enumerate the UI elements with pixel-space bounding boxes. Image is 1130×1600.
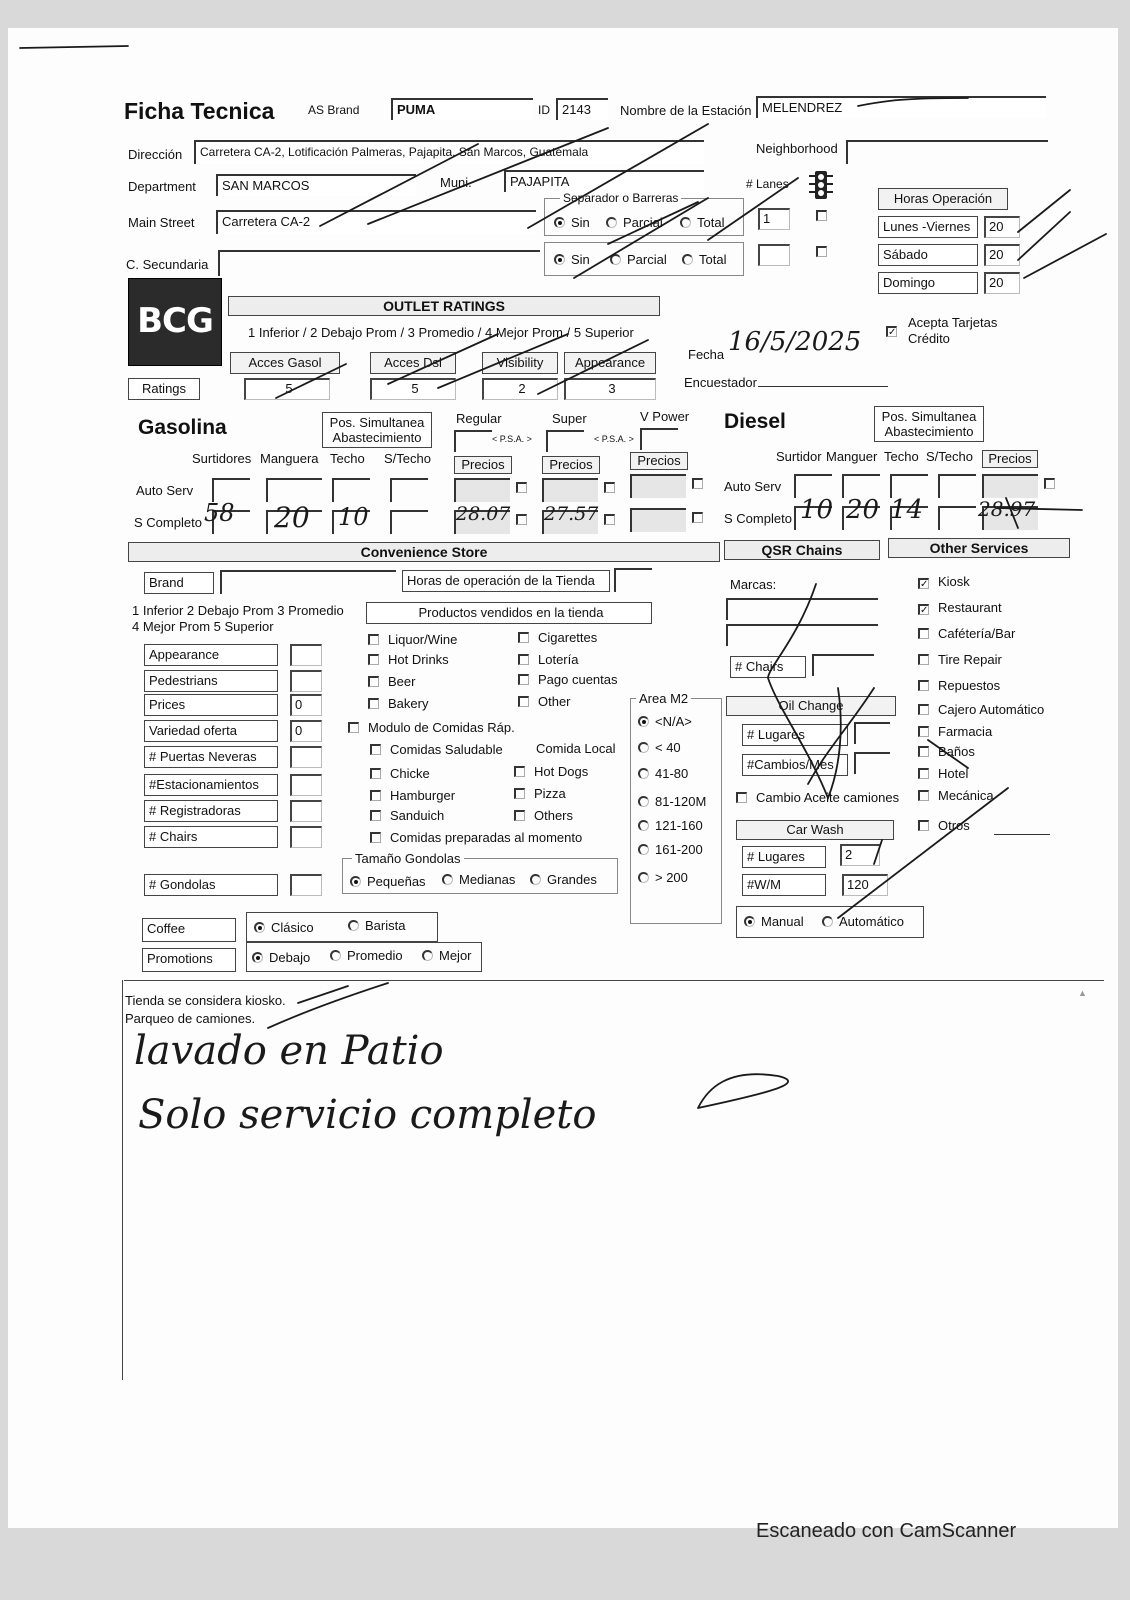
cs-metric-label: Variedad oferta — [144, 720, 278, 742]
gas-sc-vpower[interactable] — [630, 508, 686, 532]
appearance-field[interactable]: 3 — [564, 378, 656, 400]
dsl-pos-simultanea: Pos. Simultanea Abastecimiento — [874, 406, 984, 442]
qsr-chains-header: QSR Chains — [724, 540, 880, 560]
prod-cigarettes-checkbox[interactable]: Cigarettes — [518, 630, 597, 646]
main-sin-radio[interactable]: Sin — [554, 215, 590, 231]
food-chicke-checkbox[interactable]: Chicke — [370, 766, 430, 782]
modulo-comidas-checkbox[interactable]: Modulo de Comidas Ráp. — [348, 720, 515, 736]
visibility-field[interactable]: 2 — [482, 378, 558, 400]
main-total-radio[interactable]: Total — [680, 215, 724, 231]
gas-sc-regular-checkbox[interactable] — [516, 512, 536, 528]
gondolas-medianas-radio[interactable]: Medianas — [442, 872, 515, 888]
cs-brand-label: Brand — [144, 572, 214, 594]
gas-stecho-label: S/Techo — [384, 451, 431, 466]
dsl-sc-stecho[interactable] — [938, 506, 976, 530]
gas-as-manguera[interactable] — [266, 478, 322, 502]
notes-left-border — [122, 980, 123, 1380]
cs-metric-label: Appearance — [144, 644, 278, 666]
comidas-preparadas-checkbox[interactable]: Comidas preparadas al momento — [370, 830, 582, 846]
gas-sc-regular-value: 28.07 — [456, 503, 511, 525]
bcg-logo: BCG — [128, 278, 222, 366]
horas-operacion-header: Horas Operación — [878, 188, 1008, 210]
cs-metric-field[interactable] — [290, 670, 322, 692]
cs-metric-field[interactable] — [290, 826, 322, 848]
area-option-radio[interactable]: < 40 — [638, 740, 681, 756]
cs-metric-label: #Estacionamientos — [144, 774, 278, 796]
station-label: Nombre de la Estación — [620, 103, 752, 118]
cs-metric-label: # Puertas Neveras — [144, 746, 278, 768]
prod-pago-cuentas-checkbox[interactable]: Pago cuentas — [518, 672, 618, 688]
other-services-header: Other Services — [888, 538, 1070, 558]
dsl-sc-manguer-value: 20 — [846, 495, 880, 525]
other-service-checkbox[interactable]: ✓ Restaurant — [920, 600, 1002, 616]
cs-metric-field[interactable] — [290, 746, 322, 768]
oil-cambios-field[interactable] — [854, 752, 890, 774]
sec-total-radio[interactable]: Total — [682, 252, 726, 268]
oil-lugares-label: # Lugares — [742, 724, 848, 746]
gas-precios-regular-header: Precios — [454, 456, 512, 474]
productos-header: Productos vendidos en la tienda — [366, 602, 652, 624]
id-label: ID — [538, 103, 550, 117]
otros-line[interactable] — [994, 834, 1050, 835]
scroll-up-icon[interactable]: ▲ — [1078, 988, 1087, 998]
qsr-marcas-label: Marcas: — [730, 577, 777, 592]
prod-hot-drinks-checkbox[interactable]: Hot Drinks — [368, 652, 449, 668]
dsl-precios-header: Precios — [982, 450, 1038, 468]
hours-field-dom[interactable]: 20 — [984, 272, 1020, 294]
other-service-checkbox[interactable]: Mecánica — [918, 788, 994, 804]
outlet-ratings-header: OUTLET RATINGS — [228, 296, 660, 316]
muni-field[interactable]: PAJAPITA — [504, 170, 704, 192]
gondolas-pequenas-radio[interactable]: Pequeñas — [350, 874, 426, 890]
cs-metric-label: # Registradoras — [144, 800, 278, 822]
gas-sc-stecho[interactable] — [390, 510, 428, 534]
oil-cambios-label: #Cambios/Mes — [742, 754, 848, 776]
acces-dsl-field[interactable]: 5 — [370, 378, 456, 400]
acces-gasol-header: Acces Gasol — [230, 352, 340, 374]
gondolas-grandes-radio[interactable]: Grandes — [530, 872, 597, 888]
dsl-sc-precio-value: 28.97 — [978, 497, 1036, 521]
fecha-label: Fecha — [688, 347, 725, 362]
dsl-stecho-label: S/Techo — [926, 449, 973, 464]
wm-label: #W/M — [742, 874, 826, 896]
gas-precios-vpower-header: Precios — [630, 452, 688, 470]
main-street-label: Main Street — [128, 215, 195, 230]
area-title: Area M2 — [636, 692, 691, 707]
area-option-radio[interactable]: <N/A> — [638, 714, 692, 730]
cs-metric-label: # Chairs — [144, 826, 278, 848]
id-field[interactable]: 2143 — [556, 98, 608, 120]
cw-lugares-field[interactable]: 2 — [840, 844, 880, 866]
food-hot-dogs-checkbox[interactable]: Hot Dogs — [514, 764, 588, 780]
main-lanes-field[interactable]: 1 — [758, 208, 790, 230]
area-option-radio[interactable]: > 200 — [638, 870, 688, 886]
gas-as-techo[interactable] — [332, 478, 370, 502]
cs-metric-label: # Gondolas — [144, 874, 278, 896]
cs-brand-field[interactable] — [220, 570, 396, 594]
gas-as-super-checkbox[interactable] — [604, 480, 624, 496]
department-field[interactable]: SAN MARCOS — [216, 174, 416, 196]
dsl-sc-techo-value: 14 — [890, 495, 924, 525]
cs-metric-field[interactable]: 0 — [290, 694, 322, 716]
area-option-radio[interactable]: 121-160 — [638, 818, 703, 834]
cw-manual-radio[interactable]: Manual — [744, 914, 804, 930]
gasolina-title: Gasolina — [138, 416, 227, 439]
notes-hand-1: lavado en Patio — [134, 1028, 444, 1074]
acepta-tarjetas-label-1: Acepta Tarjetas — [908, 315, 998, 330]
promotions-label: Promotions — [142, 948, 236, 972]
diesel-title: Diesel — [724, 410, 786, 433]
dsl-as-stecho[interactable] — [938, 474, 976, 498]
sec-lanes-field[interactable] — [758, 244, 790, 266]
coffee-label: Coffee — [142, 918, 236, 942]
hours-label-dom: Domingo — [878, 272, 978, 294]
ratings-label: Ratings — [128, 378, 200, 400]
gas-sc-manguera-value: 20 — [274, 501, 310, 534]
main-parcial-radio[interactable]: Parcial — [606, 215, 663, 231]
prod-other-checkbox[interactable]: Other — [518, 694, 571, 710]
separador-label: Separador o Barreras — [560, 192, 681, 206]
notes-divider — [124, 980, 1104, 981]
sec-lanes-checkbox[interactable] — [816, 244, 836, 260]
other-service-checkbox[interactable]: Hotel — [918, 766, 968, 782]
dsl-techo-label: Techo — [884, 449, 919, 464]
lanes-label: # Lanes — [746, 177, 789, 191]
cw-lugares-label: # Lugares — [742, 846, 826, 868]
visibility-header: Visibility — [482, 352, 558, 374]
gas-sc-super-checkbox[interactable] — [604, 512, 624, 528]
qsr-chairs-field[interactable] — [812, 654, 874, 676]
cs-metric-field[interactable] — [290, 874, 322, 896]
cs-metric-field[interactable]: 0 — [290, 720, 322, 742]
area-option-radio[interactable]: 81-120M — [638, 794, 706, 810]
coffee-barista-radio[interactable]: Barista — [348, 918, 405, 934]
gas-auto-serv-label: Auto Serv — [136, 483, 194, 498]
gas-manguera-label: Manguera — [260, 451, 319, 466]
direccion-label: Dirección — [128, 147, 183, 162]
gas-as-stecho[interactable] — [390, 478, 428, 502]
dsl-s-completo-label: S Completo — [724, 511, 792, 526]
convenience-store-header: Convenience Store — [128, 542, 720, 562]
notes-hand-2: Solo servicio completo — [138, 1092, 597, 1138]
hours-label-lv: Lunes -Viernes — [878, 216, 978, 238]
area-option-radio[interactable]: 41-80 — [638, 766, 688, 782]
cs-horas-label: Horas de operación de la Tienda — [402, 570, 610, 592]
form-title: Ficha Tecnica — [124, 98, 275, 124]
promo-debajo-radio[interactable]: Debajo — [252, 950, 310, 966]
c-secundaria-field[interactable] — [218, 250, 540, 276]
cs-metric-label: Prices — [144, 694, 278, 716]
sec-sin-radio[interactable]: Sin — [554, 252, 590, 268]
gas-surtidores-label: Surtidores — [192, 451, 252, 466]
gas-psa-vpower[interactable] — [640, 428, 678, 450]
neighborhood-field[interactable] — [846, 140, 1048, 164]
main-street-field[interactable]: Carretera CA-2 — [216, 210, 536, 234]
other-service-checkbox[interactable]: Tire Repair — [918, 652, 1002, 668]
cs-scale-2: 4 Mejor Prom 5 Superior — [132, 619, 274, 634]
fecha-value[interactable]: 16/5/2025 — [728, 327, 862, 357]
department-label: Department — [128, 179, 196, 194]
other-service-checkbox[interactable]: Baños — [918, 744, 975, 760]
cs-metric-field[interactable] — [290, 644, 322, 666]
coffee-clasico-radio[interactable]: Clásico — [254, 920, 314, 936]
other-service-checkbox[interactable]: Otros — [918, 818, 970, 834]
gas-psa-1: < P.S.A. > — [492, 434, 532, 444]
cw-automatico-radio[interactable]: Automático — [822, 914, 904, 930]
other-service-checkbox[interactable]: Cajero Automático — [918, 702, 1044, 718]
other-service-checkbox[interactable]: Repuestos — [918, 678, 1000, 694]
gas-psa-super[interactable] — [546, 430, 584, 452]
gas-psa-regular[interactable] — [454, 430, 492, 452]
gas-super-label: Super — [552, 411, 587, 426]
gas-sc-surtidores-value: 58 — [204, 499, 235, 527]
oil-change-header: Oil Change — [726, 696, 896, 716]
muni-label: Muni. — [440, 175, 472, 190]
station-field[interactable]: MELENDREZ — [756, 96, 1046, 118]
dsl-sc-surtidor-value: 10 — [800, 495, 834, 525]
gas-sc-super-value: 27.57 — [544, 503, 599, 525]
gas-s-completo-label: S Completo — [134, 515, 202, 530]
c-secundaria-label: C. Secundaria — [126, 257, 209, 272]
gas-as-vpower[interactable] — [630, 474, 686, 498]
acces-gasol-field[interactable]: 5 — [244, 378, 330, 400]
gas-techo-label: Techo — [330, 451, 365, 466]
car-wash-header: Car Wash — [736, 820, 894, 840]
gas-as-vpower-checkbox[interactable] — [692, 476, 712, 492]
qsr-marca-1[interactable] — [726, 598, 878, 620]
qsr-chairs-label: # Chairs — [730, 656, 806, 678]
cambio-aceite-checkbox[interactable]: Cambio Aceite camiones — [736, 790, 899, 806]
food-others-checkbox[interactable]: Others — [514, 808, 573, 824]
prod-bakery-checkbox[interactable]: Bakery — [368, 696, 428, 712]
gondolas-title: Tamaño Gondolas — [352, 852, 464, 867]
food-pizza-checkbox[interactable]: Pizza — [514, 786, 566, 802]
gas-sc-vpower-checkbox[interactable] — [692, 510, 712, 526]
promo-mejor-radio[interactable]: Mejor — [422, 948, 472, 964]
food-sanduich-checkbox[interactable]: Sanduich — [370, 808, 444, 824]
comidas-saludable-checkbox[interactable]: Comidas Saludable — [370, 742, 503, 758]
area-group — [630, 698, 722, 924]
food-hamburger-checkbox[interactable]: Hamburger — [370, 788, 455, 804]
encuestador-line[interactable] — [758, 386, 888, 387]
dsl-auto-serv-label: Auto Serv — [724, 479, 782, 494]
other-service-checkbox[interactable]: Farmacia — [918, 724, 992, 740]
area-option-radio[interactable]: 161-200 — [638, 842, 703, 858]
appearance-header: Appearance — [564, 352, 656, 374]
acces-dsl-header: Acces Dsl — [370, 352, 456, 374]
gas-pos-simultanea: Pos. Simultanea Abastecimiento — [322, 412, 432, 448]
hours-field-lv[interactable]: 20 — [984, 216, 1020, 238]
acepta-tarjetas-checkbox[interactable]: ✓ — [888, 327, 897, 338]
direccion-field[interactable]: Carretera CA-2, Lotificación Palmeras, Pajapita, San Marcos, Guatemala — [194, 140, 704, 164]
prod-liquor-checkbox[interactable]: Liquor/Wine — [368, 632, 457, 648]
outlet-scale: 1 Inferior / 2 Debajo Prom / 3 Promedio / 4 Mejor Prom / 5 Superior — [248, 325, 634, 340]
gas-vpower-label: V Power — [640, 409, 690, 424]
dsl-as-checkbox[interactable] — [1044, 476, 1064, 492]
prod-beer-checkbox[interactable]: Beer — [368, 674, 415, 690]
qsr-marca-2[interactable] — [726, 624, 878, 646]
gas-sc-techo-value: 10 — [338, 503, 369, 531]
prod-loteria-checkbox[interactable]: Lotería — [518, 652, 578, 668]
dsl-surtidor-label: Surtidor — [776, 449, 822, 464]
hours-label-sab: Sábado — [878, 244, 978, 266]
cs-metric-field[interactable] — [290, 800, 322, 822]
cs-scale-1: 1 Inferior 2 Debajo Prom 3 Promedio — [132, 603, 344, 618]
gas-psa-2: < P.S.A. > — [594, 434, 634, 444]
cs-metric-field[interactable] — [290, 774, 322, 796]
notes-typed-1: Tienda se considera kiosko. — [125, 993, 286, 1008]
dsl-as-precio[interactable] — [982, 474, 1038, 498]
gas-as-regular-checkbox[interactable] — [516, 480, 536, 496]
gas-as-super[interactable] — [542, 478, 598, 502]
notes-typed-2: Parqueo de camiones. — [125, 1011, 256, 1026]
camscanner-watermark: Escaneado con CamScanner — [756, 1520, 1017, 1542]
other-service-checkbox[interactable]: Cafétería/Bar — [918, 626, 1015, 642]
main-lanes-checkbox[interactable] — [816, 208, 836, 224]
dsl-manguer-label: Manguer — [826, 449, 878, 464]
gas-precios-super-header: Precios — [542, 456, 600, 474]
as-brand-label: AS Brand — [308, 103, 360, 117]
cs-metric-label: Pedestrians — [144, 670, 278, 692]
gas-as-regular[interactable] — [454, 478, 510, 502]
wm-field[interactable]: 120 — [842, 874, 888, 896]
acepta-tarjetas-label-2: Crédito — [908, 331, 950, 346]
scanned-sheet — [8, 28, 1118, 1528]
other-service-checkbox[interactable]: ✓ Kiosk — [920, 574, 970, 590]
cs-horas-field[interactable] — [614, 568, 652, 592]
comida-local-label: Comida Local — [536, 741, 616, 756]
gas-regular-label: Regular — [456, 411, 502, 426]
brand-field[interactable]: PUMA — [391, 98, 533, 120]
traffic-light-icon — [808, 170, 834, 200]
encuestador-label: Encuestador — [684, 375, 757, 390]
oil-lugares-field[interactable] — [854, 722, 890, 744]
hours-field-sab[interactable]: 20 — [984, 244, 1020, 266]
neighborhood-label: Neighborhood — [756, 141, 838, 156]
sec-parcial-radio[interactable]: Parcial — [610, 252, 667, 268]
promo-promedio-radio[interactable]: Promedio — [330, 948, 403, 964]
